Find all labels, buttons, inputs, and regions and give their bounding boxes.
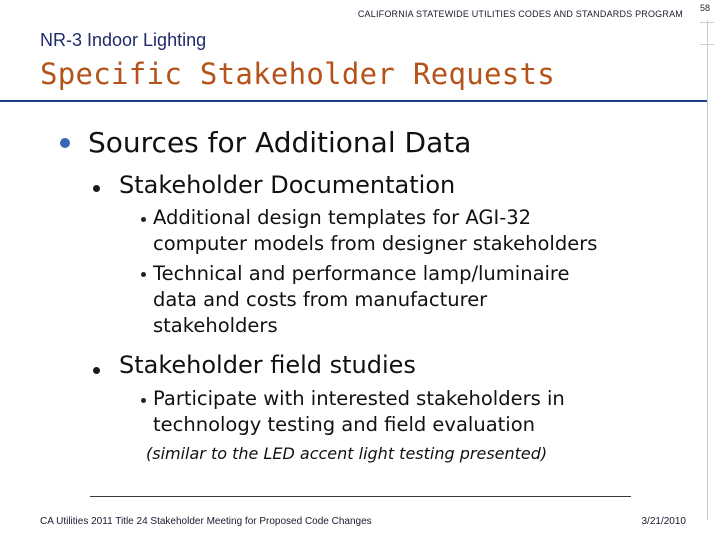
- program-header: CALIFORNIA STATEWIDE UTILITIES CODES AND STANDARDS PROGRAM: [357, 9, 683, 19]
- bullet-icon: [93, 185, 100, 192]
- list-item: [153, 261, 570, 339]
- slide-title: Specific Stakeholder Requests: [40, 57, 556, 91]
- section-heading: Sources for Additional Data: [88, 126, 472, 159]
- bullet-icon: [60, 138, 70, 148]
- footer-rule: [90, 496, 631, 497]
- page-number: 58: [699, 3, 710, 13]
- bullet-icon: [93, 367, 100, 374]
- group-heading-field-studies: Stakeholder field studies: [119, 351, 416, 379]
- list-item-line: stakeholders: [153, 314, 278, 337]
- list-item-line: Technical and performance lamp/luminaire: [153, 262, 570, 285]
- footer-date: 3/21/2010: [641, 516, 686, 527]
- bullet-icon: [141, 272, 146, 277]
- side-tick: [700, 44, 714, 45]
- side-tick: [700, 22, 714, 23]
- list-item-line: Additional design templates for AGI-32: [153, 206, 532, 229]
- group-heading-documentation: Stakeholder Documentation: [119, 171, 456, 199]
- list-item-line: computer models from designer stakeholders: [153, 232, 598, 255]
- title-underline: [0, 100, 707, 102]
- list-item: [153, 205, 597, 257]
- bullet-icon: [141, 217, 146, 222]
- bullet-icon: [141, 398, 146, 403]
- list-item-line: Participate with interested stakeholders in: [153, 387, 565, 410]
- slide-subtitle: NR-3 Indoor Lighting: [40, 30, 207, 50]
- list-item: [153, 386, 565, 438]
- right-edge-rule: [707, 20, 708, 520]
- field-studies-note: (similar to the LED accent light testing presented): [146, 444, 548, 463]
- list-item-line: data and costs from manufacturer: [153, 288, 488, 311]
- footer-meeting: CA Utilities 2011 Title 24 Stakeholder Meeting for Proposed Code Changes: [40, 516, 372, 527]
- list-item-line: technology testing and field evaluation: [153, 413, 536, 436]
